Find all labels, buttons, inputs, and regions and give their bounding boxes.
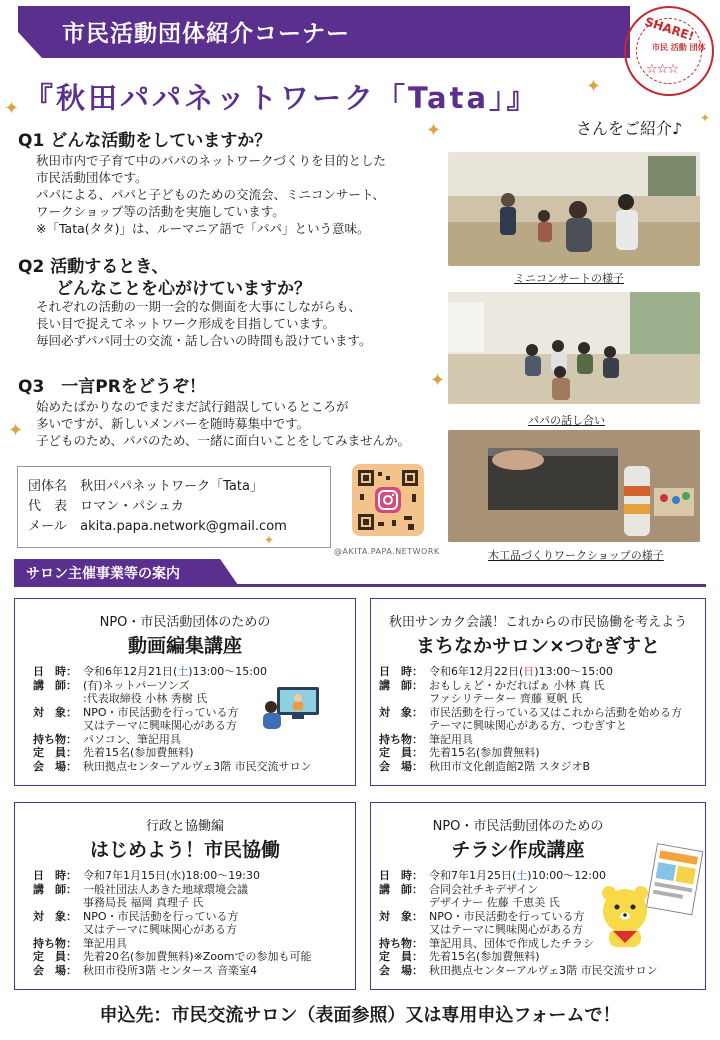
event-lecturer: 一般社団法人あきた地球環境会議 bbox=[83, 882, 248, 896]
group-name: 秋田パパネットワーク「Tata」 bbox=[80, 479, 263, 494]
event-subtitle: NPO・市民活動団体のための bbox=[432, 819, 604, 834]
event-venue: 秋田市文化創造館2階 スタジオB bbox=[429, 759, 591, 773]
event-subtitle: NPO・市民活動団体のための bbox=[99, 615, 271, 630]
answer-line: それぞれの活動の一期一会的な側面を大事にしながらも、 bbox=[36, 299, 362, 314]
event-capacity: 先着15名(参加費無料) bbox=[429, 950, 540, 963]
row-label: 対 象： bbox=[33, 705, 77, 719]
event-details bbox=[379, 665, 682, 773]
event-venue-row bbox=[33, 760, 312, 774]
event-lecturer-row bbox=[379, 679, 682, 693]
email-address[interactable]: akita.papa.network@gmail.com bbox=[80, 519, 287, 534]
event-time: )13:00～15:00 bbox=[534, 665, 613, 678]
row-label: 日 時： bbox=[33, 665, 77, 678]
event-target: 市民活動を行っている又はこれから活動を始める方 bbox=[429, 705, 682, 719]
event-bring-row bbox=[379, 733, 682, 747]
event-lecturer-detail: :代表取締役 小林 秀樹 氏 bbox=[83, 692, 208, 705]
stamp-title: SHARE! bbox=[643, 14, 696, 44]
event-lecturer-row bbox=[33, 883, 312, 897]
q1-answer bbox=[36, 152, 386, 237]
row-label: 持ち物： bbox=[379, 936, 423, 950]
sparkle-icon: ✦ bbox=[426, 120, 442, 141]
event-target-row2 bbox=[33, 923, 312, 937]
event-bring: 筆記用具 bbox=[83, 936, 127, 950]
info-rep-row bbox=[28, 497, 320, 517]
answer-line: 毎回必ずパパ同士の交流・話し合いの時間も設けています。 bbox=[36, 333, 372, 348]
group-info-box bbox=[17, 466, 331, 548]
answer-line: ※「Tata(タタ)」は、ルーマニア語で「パパ」という意味。 bbox=[36, 221, 370, 236]
event-weekday: 日 bbox=[523, 665, 535, 678]
computer-user-icon bbox=[259, 685, 321, 733]
event-venue: 秋田拠点センターアルヴェ3階 市民交流サロン bbox=[429, 963, 658, 977]
info-group-row bbox=[28, 477, 320, 497]
info-label: 団体名 bbox=[28, 479, 68, 494]
application-footer: 申込先：市民交流サロン（表面参照）又は専用申込フォームで！ bbox=[99, 1005, 621, 1026]
event-title: まちなかサロン×つむぎすと bbox=[416, 635, 660, 657]
event-bring: 筆記用具 bbox=[429, 732, 473, 746]
event-target-row bbox=[33, 910, 312, 924]
q3-heading: Q3 一言PRをどうぞ！ bbox=[18, 377, 206, 397]
row-label: 会 場： bbox=[33, 963, 77, 977]
event-capacity: 先着15名(参加費無料) bbox=[429, 746, 540, 759]
row-label: 対 象： bbox=[379, 909, 423, 923]
answer-line: 秋田市内で子育て中のパパのネットワークづくりを目的とした bbox=[36, 153, 387, 168]
row-label: 対 象： bbox=[379, 705, 423, 719]
event-lecturer-row2 bbox=[33, 896, 312, 910]
stamp-sub: 市民 活動 団体 bbox=[652, 43, 706, 52]
event-capacity: 先着20名(参加費無料)※Zoomでの参加も可能 bbox=[83, 950, 312, 963]
sparkle-icon: ✦ bbox=[4, 98, 20, 119]
stamp-stars: ☆☆☆ bbox=[646, 62, 678, 77]
event-bring: 筆記用具、団体で作成したチラシ bbox=[429, 936, 594, 950]
event-title: 動画編集講座 bbox=[127, 635, 242, 657]
event-target: NPO・市民活動を行っている方 bbox=[429, 909, 585, 923]
q2-heading-line2: どんなことを心がけていますか？ bbox=[56, 279, 311, 299]
event-date-row bbox=[33, 665, 312, 679]
event-target-detail: 又はテーマに興味関心がある方 bbox=[429, 923, 583, 936]
event-date-row bbox=[33, 869, 312, 883]
event-target: NPO・市民活動を行っている方 bbox=[83, 909, 239, 923]
section-title: サロン主催事業等の案内 bbox=[26, 566, 180, 582]
event-venue: 秋田拠点センターアルヴェ3階 市民交流サロン bbox=[83, 759, 312, 773]
bear-mascot-icon bbox=[593, 843, 703, 953]
event-title: はじめよう！市民協働 bbox=[89, 839, 280, 861]
answer-line: 市民活動団体です。 bbox=[36, 170, 148, 185]
q2-heading: Q2 活動するとき、 bbox=[18, 257, 169, 277]
section-divider bbox=[14, 584, 706, 587]
row-label: 対 象： bbox=[33, 909, 77, 923]
row-label: 講 師： bbox=[379, 678, 423, 692]
event-date: 令和7年1月25日( bbox=[429, 869, 517, 882]
event-capacity: 先着15名(参加費無料) bbox=[83, 746, 194, 759]
row-label: 定 員： bbox=[379, 746, 423, 759]
row-label: 会 場： bbox=[379, 759, 423, 773]
answer-line: 多いですが、新しいメンバーを随時募集中です。 bbox=[36, 416, 310, 431]
row-label: 会 場： bbox=[33, 759, 77, 773]
event-venue-row bbox=[379, 964, 658, 978]
info-label: メール bbox=[28, 519, 67, 534]
sparkle-icon: ✦ bbox=[430, 370, 446, 391]
row-label: 定 員： bbox=[379, 950, 423, 963]
event-date: 令和7年1月15日(水)18:00～19:30 bbox=[83, 869, 260, 882]
event-target-detail: 又はテーマに興味関心がある方 bbox=[83, 923, 237, 936]
q2-answer bbox=[36, 298, 372, 349]
instagram-handle: @AKITA.PAPA.NETWORK bbox=[334, 547, 440, 556]
event-time: )10:00～12:00 bbox=[527, 869, 606, 882]
event-title: チラシ作成講座 bbox=[451, 839, 585, 861]
event-lecturer: 合同会社チキデザイン bbox=[429, 882, 539, 896]
event-capacity-row bbox=[33, 746, 312, 760]
sparkle-icon: ✦ bbox=[700, 111, 711, 125]
event-venue-row bbox=[33, 964, 312, 978]
event-subtitle: 行政と協働編 bbox=[145, 819, 224, 834]
sparkle-icon: ✦ bbox=[264, 533, 275, 547]
sparkle-icon: ✦ bbox=[8, 420, 24, 441]
event-venue-row bbox=[379, 760, 682, 774]
event-target-row2 bbox=[379, 719, 682, 733]
event-subtitle: 秋田サンカク会議！これからの市民協働を考えよう bbox=[388, 615, 688, 630]
event-card-kyodo bbox=[14, 802, 356, 990]
event-lecturer-row2 bbox=[379, 692, 682, 706]
answer-line: 始めたばかりなのでまだまだ試行錯誤しているところが bbox=[36, 399, 349, 414]
event-target: NPO・市民活動を行っている方 bbox=[83, 705, 239, 719]
row-label: 日 時： bbox=[379, 869, 423, 882]
row-label: 定 員： bbox=[33, 746, 77, 759]
answer-line: 子どものため、パパのため、一緒に面白いことをしてみませんか。 bbox=[36, 433, 411, 448]
event-date-row bbox=[379, 665, 682, 679]
event-capacity-row bbox=[33, 950, 312, 964]
event-lecturer-detail: ファシリテーター 齊藤 夏帆 氏 bbox=[429, 692, 583, 705]
event-bring-row bbox=[33, 733, 312, 747]
info-label: 代 表 bbox=[28, 499, 68, 514]
row-label: 持ち物： bbox=[33, 732, 77, 746]
event-card-video bbox=[14, 598, 356, 786]
event-card-salon bbox=[370, 598, 706, 786]
event-card-flyer bbox=[370, 802, 706, 990]
event-capacity-row bbox=[379, 746, 682, 760]
share-stamp bbox=[624, 6, 714, 96]
representative-name: ロマン・パシュカ bbox=[80, 499, 184, 514]
qr-code[interactable] bbox=[342, 464, 434, 544]
event-date: 令和6年12月21日( bbox=[83, 665, 178, 678]
answer-line: パパによる、パパと子どものための交流会、ミニコンサート、 bbox=[36, 187, 385, 202]
event-lecturer: (有)ネットパーソンズ bbox=[83, 678, 190, 692]
event-weekday: 土 bbox=[177, 665, 189, 678]
photo-woodwork bbox=[448, 430, 700, 542]
event-details bbox=[33, 869, 312, 977]
row-label: 定 員： bbox=[33, 950, 77, 963]
event-bring: パソコン、筆記用具 bbox=[83, 732, 181, 746]
event-time: )13:00～15:00 bbox=[188, 665, 267, 678]
info-mail-row bbox=[28, 517, 320, 537]
event-lecturer-detail: デザイナー 佐藤 千恵美 氏 bbox=[429, 896, 560, 909]
event-venue: 秋田市役所3階 センタース 音楽室4 bbox=[83, 963, 257, 977]
row-label: 会 場： bbox=[379, 963, 423, 977]
answer-line: 長い目で捉えてネットワーク形成を目指しています。 bbox=[36, 316, 336, 331]
sparkle-icon: ✦ bbox=[586, 76, 602, 97]
row-label: 日 時： bbox=[379, 665, 423, 678]
event-bring-row bbox=[33, 937, 312, 951]
page-title: 『秋田パパネットワーク「Tata」』 bbox=[24, 81, 539, 115]
row-label: 日 時： bbox=[33, 869, 77, 882]
q1-heading: Q1 どんな活動をしていますか？ bbox=[18, 131, 272, 151]
event-target-detail: 又はテーマに興味関心がある方 bbox=[83, 719, 237, 732]
row-label: 持ち物： bbox=[33, 936, 77, 950]
banner-title: 市民活動団体紹介コーナー bbox=[62, 21, 350, 47]
caption-papa-talk: パパの話し合い bbox=[528, 414, 605, 427]
caption-mini-concert: ミニコンサートの様子 bbox=[514, 272, 624, 285]
row-label: 講 師： bbox=[379, 882, 423, 896]
photo-mini-concert bbox=[448, 152, 700, 266]
event-target-detail: テーマに興味関心がある方、つむぎすと bbox=[429, 719, 627, 732]
answer-line: ワークショップ等の活動を実施しています。 bbox=[36, 204, 285, 219]
event-lecturer: おもしぇど・かだればぁ 小林 真 氏 bbox=[429, 678, 605, 692]
event-date: 令和6年12月22日( bbox=[429, 665, 524, 678]
event-weekday: 土 bbox=[516, 869, 528, 882]
row-label: 持ち物： bbox=[379, 732, 423, 746]
event-target-row bbox=[379, 706, 682, 720]
q3-answer bbox=[36, 398, 410, 449]
row-label: 講 師： bbox=[33, 882, 77, 896]
intro-text: さんをご紹介♪ bbox=[576, 119, 683, 138]
caption-woodwork: 木工品づくりワークショップの様子 bbox=[488, 549, 664, 562]
event-lecturer-detail: 事務局長 福岡 真理子 氏 bbox=[83, 896, 204, 909]
row-label: 講 師： bbox=[33, 678, 77, 692]
photo-papa-talk bbox=[448, 292, 700, 404]
